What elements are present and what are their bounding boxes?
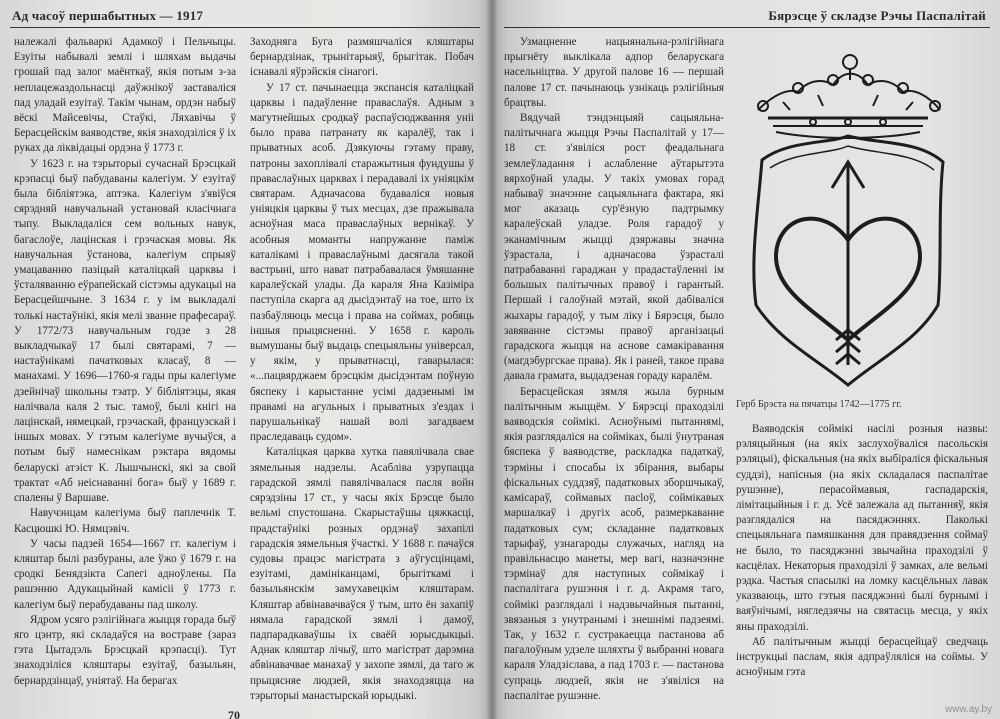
paragraph: Берасцейская зямля жыла бурным палітычным жыццём. У Бярэсці праходзілі ваяводскія соймікі. Асноўнымі пытаннямі, якія разглядаліся на сойміках, былі ўнутраная бяспека ў ваяводстве, раскладка падаткаў, тэрміны і спосабы іх збірання, выбары фіскальных суддзяў, падатковых зборшчыкаў, камісараў, соймавых пасloў, соймікавых маршалкаў і другіх асоб, размеркаванне падатковых сум; складанне падатковых тарыфаў, узнагароды служачых, нагляд на правільнасцю манеты, мер вагі, назначэнне тэрмінаў для наступных соймікаў і паспалітага рушэння і г. д. Акрамя таго, соймікі разглядалі і надзвычайныя пытанні, звязаныя з унутранымі і знешнімі падзеямі. Так, у 1632 г. сустракаецца пастанова аб пагалоўным удзеле шляхты ў выбранні новага караля Уладзіслава, а пад 1703 г. — пастанова супраць людзей, якія не з'явіліся на паспалітае рушэнне. (504, 385, 724, 702)
arrow-icon (832, 162, 864, 365)
paragraph: Вядучай тэндэнцыяй сацыяльна-палітычнага жыцця Рэчы Паспалітай у 17—18 ст. з'явіліся рост феадальнага землеўладання і аслабленне аўтарытэта вярхоўнай улады. У такіх умовах горад набываў значэнне сацыяльнага фактара, які мог аказаць сур'ёзную падтрымку каралеўскай уладзе. Роля гарадоў у эканамічным жыцці дзяржавы значна ўзрастала, і адначасова ўзрасталі патрабаванні гараджан у прадастаўленні ім большых палітычных правоў і гарантый. Першай і галоўнай мэтай, якой дабіваліся жыхары гарадоў, у тым ліку і Бярэсця, было завяванне сістэмы правоў арганізацыі гарадскога жыцця на аснове самакіравання (магдэбургскае права). Як і раней, такое права давала грамата, выдадзеная гораду каралём. (504, 112, 724, 383)
left-page (0, 0, 492, 719)
paragraph: належалі фальваркі Адамкоў і Пельчыцы. Езуіты набывалі землі і шляхам выдачы грошай пад залог маёнткаў, якія потым з-за неплацежаздольнасці даўжнікоў заставаліся пад уладай езуітаў. Такім чынам, ордэн набыў вёскі Майсевічы, Стаўкі, Ляхавічы ў Берасцейскім ваяводстве, якія знаходзіліся ў іх руках да ліквідацыі ордэна ў 1773 г. (14, 36, 236, 155)
paragraph: У 1623 г. на тэрыторыі сучаснай Брэсцкай крэпасці быў пабудаваны калегіум. У езуітаў была бібліятэка, аптэка. Калегіум з'явіўся сярэдняй навучальнай установай класічнага тыпу. Выкладаліся сем вольных навук, багаслоўе, лацінская і грэчаская мовы. Як навучальная ўстанова, калегіум спрыяў умацаванню пазіцый каталіцкай царквы і ўсталяванню еўрапейскай сістэмы адукацыі на Берасцейшчыне. З 1634 г. у ім выкладалі толькі настаўнікі, якія мелі званне прафесараў. У 1772/73 навучальным годзе з 28 выкладчыкаў 17 былі святарамі, 7 — настаўнікамі пачатковых класаў, 8 — манахамі. У 1696—1760-я гады пры калегіуме дзейнічаў школьны тэатр. У бібліятэцы, якая налічвала каля 2 тыс. тамоў, былі кнігі на лацінскай, нямецкай, грэчаскай, французскай і іншых мовах. У гэтым калегіуме вучыўся, а потым быў намеснікам рэктара вядомы беларускі атэіст К. Лышчынскі, які за свой трактат «Аб неіснаванні бога» быў у 1689 г. спалены ў Варшаве. (14, 157, 236, 505)
paragraph: Ядром усяго рэлігійнага жыцця горада быў яго цэнтр, які складаўся на востраве (зараз гэта Цытадэль Брэсцкай крэпасці). Тут знаходзіліся кляштары езуітаў, базыльян, бернардзінцаў, уніятаў. На берагах (14, 613, 236, 687)
right-page (492, 0, 1000, 719)
coat-of-arms-illustration (728, 40, 958, 390)
paragraph: Навучэнцам калегіума быў паплечнік Т. Касцюшкі Ю. Нямцэвіч. (14, 507, 236, 535)
header-rule (504, 27, 990, 28)
right-column-1 (504, 35, 724, 704)
left-column-1 (14, 35, 236, 689)
paragraph: Аб палітычным жыцці берасцейцаў сведчаць інструкцыі паслам, якія адпраўляліся на соймы. У асноўным гэта (736, 635, 988, 679)
watermark: www.ay.by (944, 704, 992, 715)
paragraph: У часы падзей 1654—1667 гг. калегіум і кляштар былі разбураны, але ўжо ў 1679 г. на сродкі Бенядзікта Сапегі адноўлены. Па рашэнню Адукацыйнай камісіі ў 1773 г. калегіум быў перабудаваны пад школу. (14, 537, 236, 611)
book-gutter (486, 0, 498, 719)
header-rule (10, 27, 480, 28)
paragraph: Заходняга Буга размяшчаліся кляштары бернардзінак, трынітарыяў, брыгітак. Побач існавалі яўрэйскія сінагогі. (250, 36, 474, 79)
figure-caption: Герб Брэста на пячатцы 1742—1775 гг. (736, 399, 902, 410)
left-column-2 (250, 35, 474, 704)
paragraph: Каталіцкая царква хутка павялічвала свае зямельныя надзелы. Асабліва узрупацца гарадской зямлі павялічвалася пасля войн сярэдзіны 17 ст., у часы якіх Брэсце было вельмі спустошана. Скарыстаўшы цяжкасці, прадстаўнікі розных ордэнаў захапілі гарадскія зямельныя ўчасткі. У 1688 г. пачаўся судовы працэс магістрата з аўгусцінцамі, езуітамі, дамініканцамі, брыгіткамі і базыльянскім замухавецкім кляштарам. Кляштар абвінавачваўся ў тым, што ён захапіў нямала гарадской зямлі і дамоў, падпарадкаваўшы іх сваёй юрысдыкцыі. Аднак кляштар лічыў, што магістрат дарэмна абвінавачвае манахаў у захопе зямлі, да таго ж прыцясняе людзей, якія знаходзяцца на тэрыторыі манастырскай юрыдыкі. (250, 446, 474, 702)
right-column-2 (736, 422, 988, 680)
running-header-right: Бярэсце ў складзе Рэчы Паспалітай (768, 8, 986, 23)
running-header-left: Ад часоў першабытных — 1917 (12, 8, 204, 23)
paragraph: Ваяводскія соймікі насілі розныя назвы: рэляцыйныя (на якіх заслухоўваліся пасольскія рэляцыі), фіскальныя (на якіх выбіраліся фіскальныя суддзі), напісныя (на якіх складалася паспалітае рушэнне), перасоймавыя, гаспадарскія, лімітацыйныя і г. д. Усё залежала ад пытанняў, якія разглядаліся на пасяджэннях. Паколькі спецыяльнага памяшкання для правядзення соймаў не было, то пасяджэнні звычайна праходзілі ў касцёлах. Некаторыя праходзілі ў замках, але вельмі рэдка. Частыя спасылкі на ломку касцёльных лавак указваюць, што гэтыя пасяджэнні былі бурнымі і ваяўнічымі, нягледзячы на святасць месца, у якіх яны праходзілі. (736, 423, 988, 633)
page-number: 70 (228, 708, 240, 719)
paragraph: У 17 ст. пачынаецца экспансія каталіцкай царквы і падаўленне праваслаўя. Адным з магутнейшых сродкаў распаўсюджвання уніі было права патранату як каралёў, так і прыватных асоб. Дзякуючы гэтаму праву, патроны захоплівалі старажытныя фундушы ў праваслаўных царквах і перадавалі іх уніяцкім святарам. Адначасова будаваліся новыя уніяцкія царквы ў тых месцах, дзе пражывала асноўная маса праваслаўных вернікаў. У асобныя моманты напружанне паміж каталікамі і праваслаўнымі дасягала такой вастрыні, што нават патрабавалася ўмяшанне каралеўскай улады. Да караля Яна Казіміра паступіла скарга ад дысідэнтаў на тое, што іх пазбаўляюць месца і права на соймах, робяць іншыя прыцясненні. У 1658 г. кароль вымушаны быў выдаць спецыяльны універсал, у якім, у прыватнасці, гаварылася: «...пацвярджаем брэсцкім дысідэнтам поўную бяспеку і карыстанне усімі дадзенымі ім правамі на агульных і прыватных з'ездах і парушальнікаў нашай волі загадваем праследаваць судом». (250, 81, 474, 444)
paragraph: Узмацненне нацыянальна-рэлігійнага прыгнёту выклікала адпор беларускага насельніцтва. У другой палове 16 — першай палове 17 ст. пачынаюць узнікаць рэлігійныя брацтвы. (504, 36, 724, 109)
crown-icon (758, 55, 940, 138)
